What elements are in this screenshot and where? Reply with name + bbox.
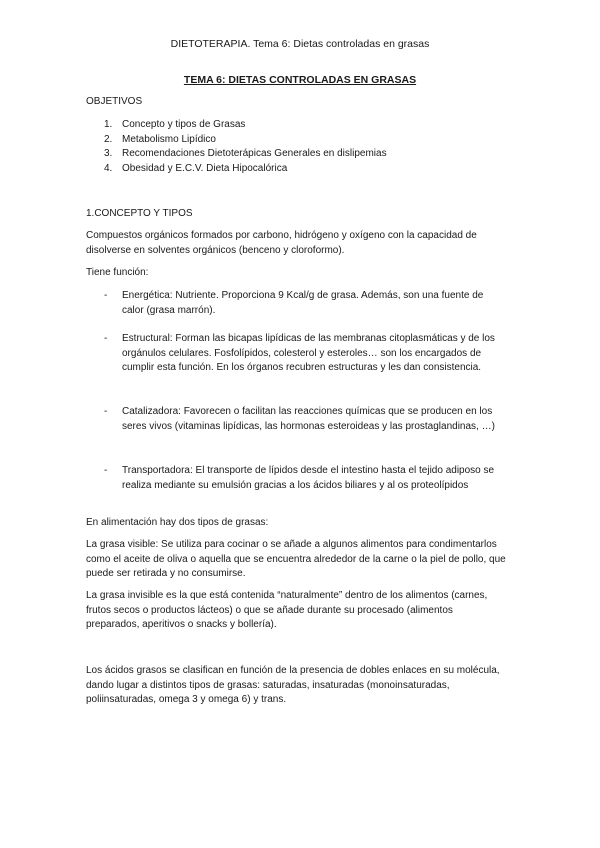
list-item bbox=[104, 162, 387, 177]
page-header: DIETOTERAPIA. Tema 6: Dietas controladas en grasas bbox=[170, 38, 430, 50]
alimentacion-heading: En alimentación hay dos tipos de grasas: bbox=[86, 517, 269, 528]
list-text: Metabolismo Lipídico bbox=[122, 133, 216, 145]
funciones-list-2 bbox=[104, 332, 504, 376]
list-text: Catalizadora: Favorecen o facilitan las reacciones químicas que se producen en los seres vivos (vitaminas lipídicas, las hormonas esteroideas y las prostaglandinas, …) bbox=[122, 406, 495, 432]
list-item bbox=[104, 133, 387, 148]
list-text: Estructural: Forman las bicapas lipídicas de las membranas citoplasmáticas y de los orgánulos celulares. Fosfolípidos, colesterol y esteroles… son los encargados de cumplir esta función. En los órganos recubren estructuras y les dan consistencia. bbox=[122, 333, 495, 373]
list-item bbox=[104, 289, 504, 318]
funciones-list-4 bbox=[104, 464, 504, 493]
list-item bbox=[104, 405, 504, 434]
list-text: Recomendaciones Dietoterápicas Generales en dislipemias bbox=[122, 148, 387, 159]
list-dash: - bbox=[104, 290, 108, 301]
grasa-invisible-paragraph: La grasa invisible es la que está contenida “naturalmente” dentro de los alimentos (carnes, frutos secos o productos lácteos) o que se añade durante su procesado (alimentos preparados, aperitivos o snacks y bollería). bbox=[86, 590, 488, 630]
document-title: TEMA 6: DIETAS CONTROLADAS EN GRASAS bbox=[183, 74, 417, 86]
funciones-list-1 bbox=[104, 289, 504, 318]
list-item bbox=[104, 464, 504, 493]
section-heading: 1.CONCEPTO Y TIPOS bbox=[86, 208, 193, 219]
list-text: Concepto y tipos de Grasas bbox=[122, 119, 246, 130]
list-number: 1. bbox=[104, 119, 113, 130]
list-text: Energética: Nutriente. Proporciona 9 Kcal/g de grasa. Además, son una fuente de calor (grasa marrón). bbox=[122, 290, 484, 316]
list-number: 3. bbox=[104, 148, 113, 159]
funcion-heading: Tiene función: bbox=[86, 267, 149, 278]
list-dash: - bbox=[104, 465, 108, 476]
intro-paragraph: Compuestos orgánicos formados por carbono, hidrógeno y oxígeno con la capacidad de disolverse en solventes orgánicos (benceno y cloroformo). bbox=[86, 230, 477, 256]
funciones-list-3 bbox=[104, 405, 504, 434]
objetivos-list bbox=[104, 118, 387, 176]
list-dash: - bbox=[104, 406, 108, 417]
grasa-visible-paragraph: La grasa visible: Se utiliza para cocinar o se añade a algunos alimentos para condimentarlos como el aceite de oliva o aquella que se encuentra alrededor de la carne o la piel de pollo, que puede ser retirada y no consumirse. bbox=[86, 539, 506, 579]
list-dash: - bbox=[104, 333, 108, 344]
list-item bbox=[104, 332, 504, 376]
list-number: 4. bbox=[104, 162, 113, 174]
list-number: 2. bbox=[104, 133, 113, 145]
list-item bbox=[104, 147, 387, 162]
list-text: Transportadora: El transporte de lípidos desde el intestino hasta el tejido adiposo se realiza mediante su emulsión gracias a los ácidos biliares y al os proteolípidos bbox=[122, 465, 495, 491]
objetivos-heading: OBJETIVOS bbox=[86, 96, 143, 107]
list-item bbox=[104, 118, 387, 133]
acidos-grasos-paragraph: Los ácidos grasos se clasifican en función de la presencia de dobles enlaces en su molécula, dando lugar a distintos tipos de grasas: saturadas, insaturadas (monoinsaturadas, poliinsaturadas, omega 3 y omega 6) y trans. bbox=[86, 665, 500, 705]
list-text: Obesidad y E.C.V. Dieta Hipocalórica bbox=[122, 162, 288, 174]
